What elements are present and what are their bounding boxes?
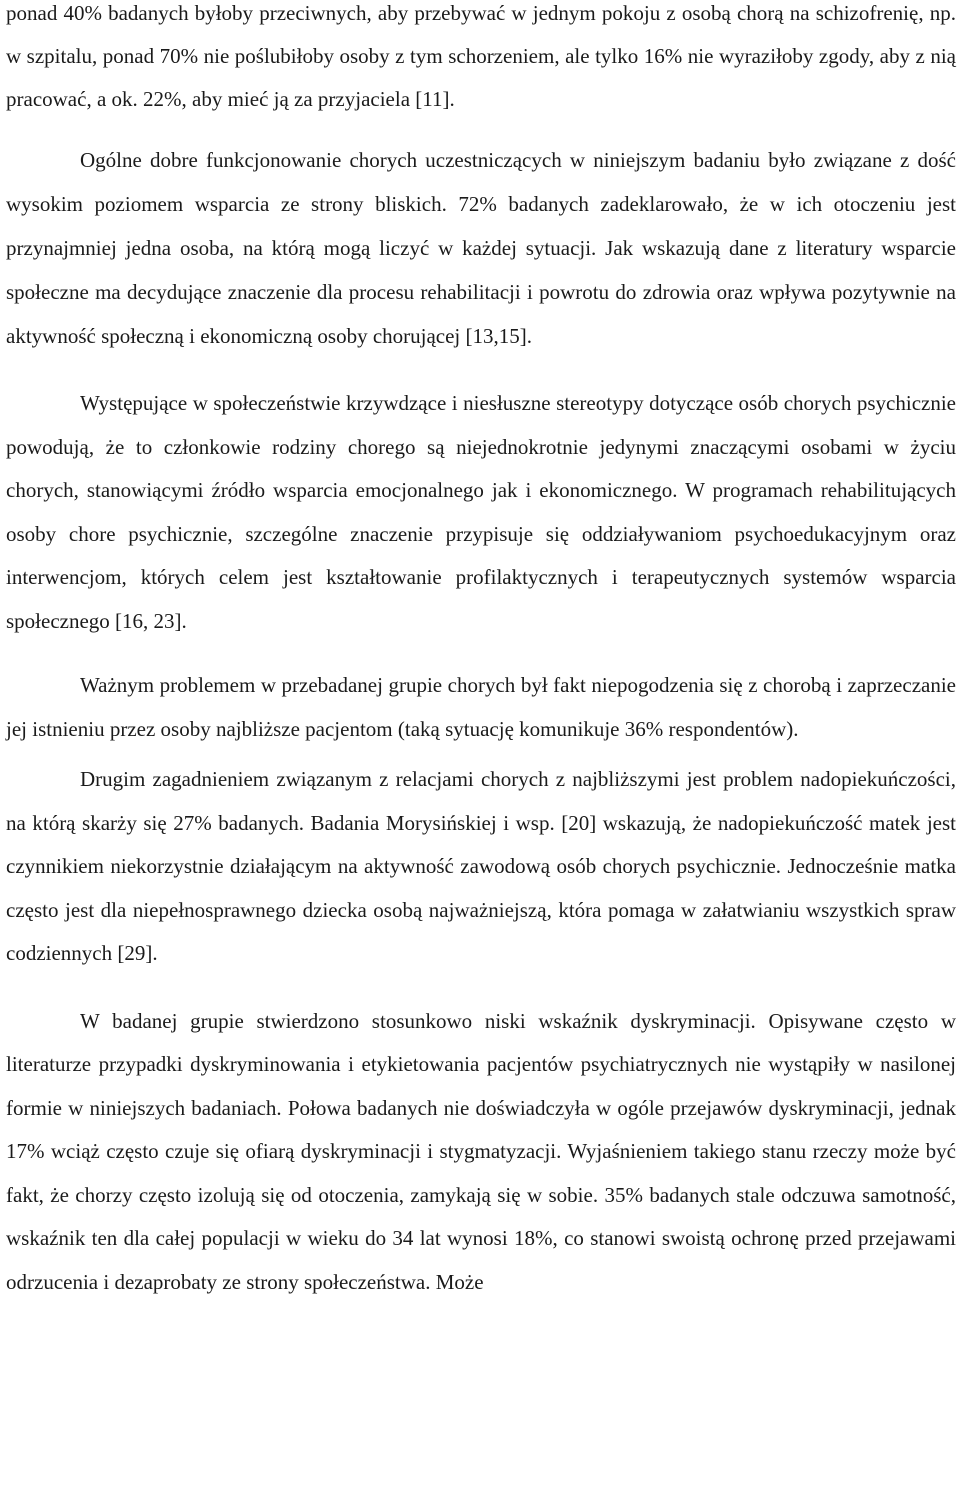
paragraph-4: Ważnym problemem w przebadanej grupie chorych był fakt niepogodzenia się z chorobą i zaprzeczanie jej istnieniu przez osoby najbliższe pacjentom (taką sytuację komunikuje 36% respondentów).	[6, 673, 956, 741]
paragraph-3: Występujące w społeczeństwie krzywdzące i niesłuszne stereotypy dotyczące osób chorych psychicznie powodują, że to członkowie rodziny chorego są niejednokrotnie jedynymi znaczącymi osobami w życiu chorych, stanowiącymi źródło wsparcia emocjonalnego jak i ekonomicznego. W programach rehabilitujących osoby chore psychicznie, szczególne znaczenie przypisuje się oddziaływaniom psychoedukacyjnym oraz interwencjom, których celem jest kształtowanie profilaktycznych i terapeutycznych systemów wsparcia społecznego [16, 23].	[6, 391, 956, 633]
paragraph-2: Ogólne dobre funkcjonowanie chorych uczestniczących w niniejszym badaniu było związane z dość wysokim poziomem wsparcia ze strony bliskich. 72% badanych zadeklarowało, że w ich otoczeniu jest przynajmniej jedna osoba, na którą mogą liczyć w każdej sytuacji. Jak wskazują dane z literatury wsparcie społeczne ma decydujące znaczenie dla procesu rehabilitacji i powrotu do zdrowia oraz wpływa pozytywnie na aktywność społeczną i ekonomiczną osoby chorującej [13,15].	[6, 148, 956, 348]
paragraph-5: Drugim zagadnieniem związanym z relacjami chorych z najbliższymi jest problem nadopiekuńczości, na którą skarży się 27% badanych. Badania Morysińskiej i wsp. [20] wskazują, że nadopiekuńczość matek jest czynnikiem niekorzystnie działającym na aktywność zawodową osób chorych psychicznie. Jednocześnie matka często jest dla niepełnosprawnego dziecka osobą najważniejszą, która pomaga w załatwianiu wszystkich spraw codziennych [29].	[6, 767, 956, 965]
document-page	[6, 0, 956, 1304]
paragraph-1: ponad 40% badanych byłoby przeciwnych, aby przebywać w jednym pokoju z osobą chorą na schizofrenię, np. w szpitalu, ponad 70% nie poślubiłoby osoby z tym schorzeniem, ale tylko 16% nie wyraziłoby zgody, aby z nią pracować, a ok. 22%, aby mieć ją za przyjaciela [11].	[6, 1, 956, 111]
paragraph-6: W badanej grupie stwierdzono stosunkowo niski wskaźnik dyskryminacji. Opisywane często w literaturze przypadki dyskryminowania i etykietowania pacjentów psychiatrycznych nie wystąpiły w nasilonej formie w niniejszych badaniach. Połowa badanych nie doświadczyła w ogóle przejawów dyskryminacji, jednak 17% wciąż często czuje się ofiarą dyskryminacji i stygmatyzacji. Wyjaśnieniem takiego stanu rzeczy może być fakt, że chorzy często izolują się od otoczenia, zamykają się w sobie. 35% badanych stale odczuwa samotność, wskaźnik ten dla całej populacji w wieku do 34 lat wynosi 18%, co stanowi swoistą ochronę przed przejawami odrzucenia i dezaprobaty ze strony społeczeństwa. Może	[6, 1008, 956, 1294]
